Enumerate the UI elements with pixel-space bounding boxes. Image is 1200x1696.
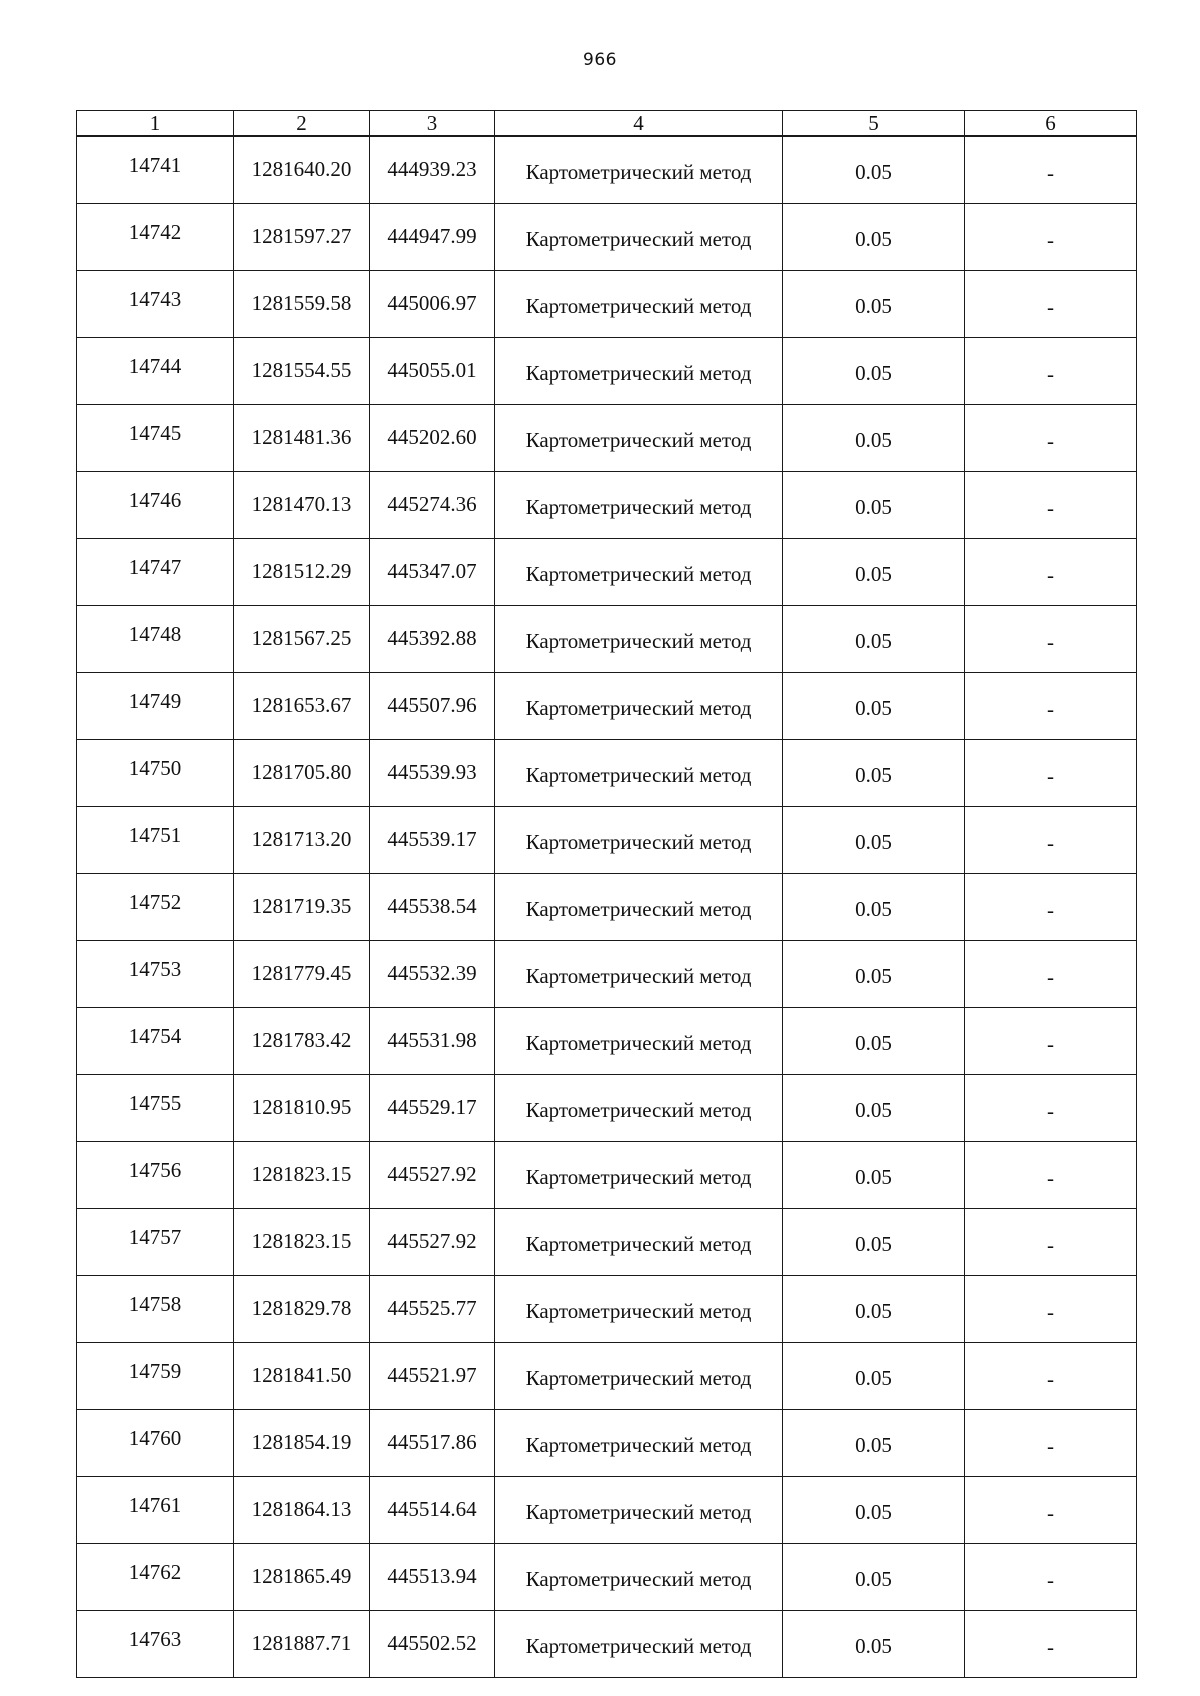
y-coordinate-cell: 445525.77 — [370, 1276, 495, 1343]
column-header-6: 6 — [965, 111, 1137, 137]
point-number-cell: 14751 — [77, 807, 234, 874]
error-cell: 0.05 — [783, 1544, 965, 1611]
note-cell: - — [965, 472, 1137, 539]
error-cell: 0.05 — [783, 807, 965, 874]
point-number-cell: 14752 — [77, 874, 234, 941]
table-row — [77, 1477, 1137, 1544]
x-coordinate-cell: 1281719.35 — [234, 874, 370, 941]
x-coordinate-cell: 1281810.95 — [234, 1075, 370, 1142]
error-cell: 0.05 — [783, 606, 965, 673]
x-coordinate-cell: 1281481.36 — [234, 405, 370, 472]
table-row — [77, 807, 1137, 874]
column-header-1: 1 — [77, 111, 234, 137]
page-number: 966 — [583, 50, 617, 70]
note-cell: - — [965, 941, 1137, 1008]
x-coordinate-cell: 1281783.42 — [234, 1008, 370, 1075]
method-cell: Картометрический метод — [495, 673, 783, 740]
note-cell: - — [965, 1008, 1137, 1075]
note-cell: - — [965, 338, 1137, 405]
point-number-cell: 14755 — [77, 1075, 234, 1142]
point-number-cell: 14757 — [77, 1209, 234, 1276]
method-cell: Картометрический метод — [495, 606, 783, 673]
method-cell: Картометрический метод — [495, 1276, 783, 1343]
column-header-5: 5 — [783, 111, 965, 137]
error-cell: 0.05 — [783, 405, 965, 472]
table-row — [77, 405, 1137, 472]
error-cell: 0.05 — [783, 472, 965, 539]
y-coordinate-cell: 445347.07 — [370, 539, 495, 606]
y-coordinate-cell: 445532.39 — [370, 941, 495, 1008]
method-cell: Картометрический метод — [495, 1209, 783, 1276]
error-cell: 0.05 — [783, 941, 965, 1008]
x-coordinate-cell: 1281829.78 — [234, 1276, 370, 1343]
y-coordinate-cell: 445538.54 — [370, 874, 495, 941]
table-row — [77, 1008, 1137, 1075]
point-number-cell: 14759 — [77, 1343, 234, 1410]
error-cell: 0.05 — [783, 338, 965, 405]
point-number-cell: 14746 — [77, 472, 234, 539]
y-coordinate-cell: 445529.17 — [370, 1075, 495, 1142]
error-cell: 0.05 — [783, 673, 965, 740]
method-cell: Картометрический метод — [495, 1611, 783, 1678]
point-number-cell: 14742 — [77, 204, 234, 271]
coordinates-table — [76, 110, 1137, 1678]
note-cell: - — [965, 673, 1137, 740]
method-cell: Картометрический метод — [495, 1410, 783, 1477]
note-cell: - — [965, 874, 1137, 941]
x-coordinate-cell: 1281823.15 — [234, 1209, 370, 1276]
point-number-cell: 14744 — [77, 338, 234, 405]
y-coordinate-cell: 445517.86 — [370, 1410, 495, 1477]
y-coordinate-cell: 445055.01 — [370, 338, 495, 405]
y-coordinate-cell: 445539.93 — [370, 740, 495, 807]
column-header-3: 3 — [370, 111, 495, 137]
y-coordinate-cell: 445527.92 — [370, 1142, 495, 1209]
y-coordinate-cell: 445514.64 — [370, 1477, 495, 1544]
table-row — [77, 874, 1137, 941]
x-coordinate-cell: 1281653.67 — [234, 673, 370, 740]
x-coordinate-cell: 1281554.55 — [234, 338, 370, 405]
point-number-cell: 14754 — [77, 1008, 234, 1075]
error-cell: 0.05 — [783, 136, 965, 204]
note-cell: - — [965, 1209, 1137, 1276]
error-cell: 0.05 — [783, 740, 965, 807]
x-coordinate-cell: 1281597.27 — [234, 204, 370, 271]
x-coordinate-cell: 1281865.49 — [234, 1544, 370, 1611]
table-row — [77, 1142, 1137, 1209]
method-cell: Картометрический метод — [495, 941, 783, 1008]
y-coordinate-cell: 445531.98 — [370, 1008, 495, 1075]
table-header-row — [77, 111, 1137, 137]
method-cell: Картометрический метод — [495, 472, 783, 539]
point-number-cell: 14747 — [77, 539, 234, 606]
point-number-cell: 14761 — [77, 1477, 234, 1544]
table-row — [77, 1276, 1137, 1343]
y-coordinate-cell: 445274.36 — [370, 472, 495, 539]
method-cell: Картометрический метод — [495, 539, 783, 606]
x-coordinate-cell: 1281567.25 — [234, 606, 370, 673]
point-number-cell: 14762 — [77, 1544, 234, 1611]
y-coordinate-cell: 445539.17 — [370, 807, 495, 874]
x-coordinate-cell: 1281823.15 — [234, 1142, 370, 1209]
table-row — [77, 1343, 1137, 1410]
table-row — [77, 1209, 1137, 1276]
table-row — [77, 338, 1137, 405]
x-coordinate-cell: 1281713.20 — [234, 807, 370, 874]
error-cell: 0.05 — [783, 271, 965, 338]
error-cell: 0.05 — [783, 874, 965, 941]
note-cell: - — [965, 1611, 1137, 1678]
x-coordinate-cell: 1281854.19 — [234, 1410, 370, 1477]
note-cell: - — [965, 1544, 1137, 1611]
error-cell: 0.05 — [783, 1410, 965, 1477]
y-coordinate-cell: 444939.23 — [370, 136, 495, 204]
method-cell: Картометрический метод — [495, 1142, 783, 1209]
method-cell: Картометрический метод — [495, 1343, 783, 1410]
x-coordinate-cell: 1281887.71 — [234, 1611, 370, 1678]
point-number-cell: 14745 — [77, 405, 234, 472]
method-cell: Картометрический метод — [495, 1477, 783, 1544]
note-cell: - — [965, 1276, 1137, 1343]
note-cell: - — [965, 405, 1137, 472]
note-cell: - — [965, 136, 1137, 204]
point-number-cell: 14763 — [77, 1611, 234, 1678]
note-cell: - — [965, 1142, 1137, 1209]
y-coordinate-cell: 445513.94 — [370, 1544, 495, 1611]
point-number-cell: 14753 — [77, 941, 234, 1008]
method-cell: Картометрический метод — [495, 271, 783, 338]
x-coordinate-cell: 1281640.20 — [234, 136, 370, 204]
y-coordinate-cell: 444947.99 — [370, 204, 495, 271]
point-number-cell: 14748 — [77, 606, 234, 673]
table-row — [77, 204, 1137, 271]
method-cell: Картометрический метод — [495, 874, 783, 941]
y-coordinate-cell: 445392.88 — [370, 606, 495, 673]
error-cell: 0.05 — [783, 1075, 965, 1142]
method-cell: Картометрический метод — [495, 136, 783, 204]
table-row — [77, 606, 1137, 673]
note-cell: - — [965, 1075, 1137, 1142]
method-cell: Картометрический метод — [495, 204, 783, 271]
table-row — [77, 1611, 1137, 1678]
point-number-cell: 14760 — [77, 1410, 234, 1477]
note-cell: - — [965, 740, 1137, 807]
point-number-cell: 14758 — [77, 1276, 234, 1343]
table-row — [77, 740, 1137, 807]
error-cell: 0.05 — [783, 1477, 965, 1544]
table-row — [77, 136, 1137, 204]
method-cell: Картометрический метод — [495, 807, 783, 874]
error-cell: 0.05 — [783, 1209, 965, 1276]
point-number-cell: 14749 — [77, 673, 234, 740]
table-row — [77, 271, 1137, 338]
y-coordinate-cell: 445521.97 — [370, 1343, 495, 1410]
table-row — [77, 673, 1137, 740]
column-header-2: 2 — [234, 111, 370, 137]
error-cell: 0.05 — [783, 1276, 965, 1343]
error-cell: 0.05 — [783, 1008, 965, 1075]
x-coordinate-cell: 1281470.13 — [234, 472, 370, 539]
x-coordinate-cell: 1281512.29 — [234, 539, 370, 606]
y-coordinate-cell: 445502.52 — [370, 1611, 495, 1678]
point-number-cell: 14741 — [77, 136, 234, 204]
note-cell: - — [965, 807, 1137, 874]
error-cell: 0.05 — [783, 539, 965, 606]
x-coordinate-cell: 1281779.45 — [234, 941, 370, 1008]
note-cell: - — [965, 204, 1137, 271]
table-row — [77, 1410, 1137, 1477]
error-cell: 0.05 — [783, 1142, 965, 1209]
method-cell: Картометрический метод — [495, 1544, 783, 1611]
table-row — [77, 941, 1137, 1008]
x-coordinate-cell: 1281559.58 — [234, 271, 370, 338]
note-cell: - — [965, 1343, 1137, 1410]
note-cell: - — [965, 1477, 1137, 1544]
error-cell: 0.05 — [783, 1343, 965, 1410]
column-header-4: 4 — [495, 111, 783, 137]
y-coordinate-cell: 445202.60 — [370, 405, 495, 472]
method-cell: Картометрический метод — [495, 1008, 783, 1075]
point-number-cell: 14743 — [77, 271, 234, 338]
point-number-cell: 14750 — [77, 740, 234, 807]
note-cell: - — [965, 271, 1137, 338]
error-cell: 0.05 — [783, 204, 965, 271]
method-cell: Картометрический метод — [495, 338, 783, 405]
x-coordinate-cell: 1281841.50 — [234, 1343, 370, 1410]
x-coordinate-cell: 1281864.13 — [234, 1477, 370, 1544]
table-row — [77, 1544, 1137, 1611]
x-coordinate-cell: 1281705.80 — [234, 740, 370, 807]
table-row — [77, 472, 1137, 539]
method-cell: Картометрический метод — [495, 740, 783, 807]
note-cell: - — [965, 539, 1137, 606]
method-cell: Картометрический метод — [495, 1075, 783, 1142]
y-coordinate-cell: 445527.92 — [370, 1209, 495, 1276]
point-number-cell: 14756 — [77, 1142, 234, 1209]
method-cell: Картометрический метод — [495, 405, 783, 472]
note-cell: - — [965, 1410, 1137, 1477]
y-coordinate-cell: 445006.97 — [370, 271, 495, 338]
table-row — [77, 1075, 1137, 1142]
error-cell: 0.05 — [783, 1611, 965, 1678]
y-coordinate-cell: 445507.96 — [370, 673, 495, 740]
table-row — [77, 539, 1137, 606]
note-cell: - — [965, 606, 1137, 673]
